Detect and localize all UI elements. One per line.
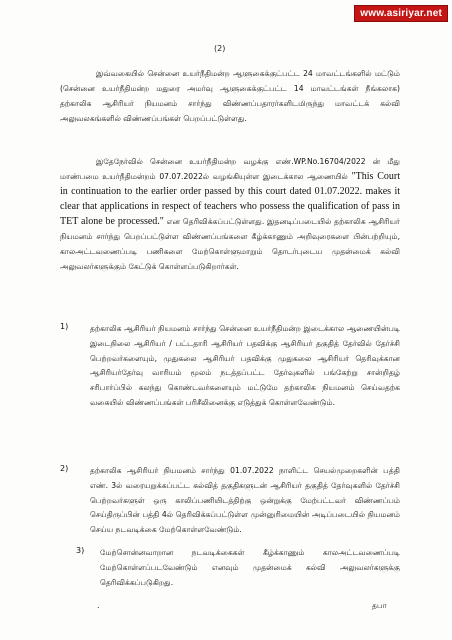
- page-continuation-note: தபா: [372, 601, 387, 610]
- list-item-text: தற்காலிக ஆசிரியர் நியமனம் சார்ந்து 01.07.2022 நாளிட்ட செயல்முறைகளின் பத்தி எண். 3ல் வரையறுக்கப்பட்ட கல்வித் தகுதிகளுடன் ஆசிரியர் தகுதித் தேர்வுகளில் தேர்ச்சி பெற்றவர்களுள் ஒரு காலிப்பணியிடத்திற்கு ஒன்றுக்கு மேற்பட்டவர் விண்ணப்பம் செய்திருப்பின் பத்தி 4ல் தெரிவிக்கப்பட்டுள்ள முன்னுரிமையின் அடிப்படையில் நியமனம் செய்ய நடவடிக்கை மேற்கொள்ளவேண்டும்.: [90, 466, 400, 535]
- site-watermark: www.asiriyar.net: [354, 5, 448, 22]
- list-item-3: [60, 546, 400, 590]
- court-order-quote: "This Court in continuation to the earlier order passed by this court dated 01.07.2022. makes it clear that applications in respect of teachers who possess the qualification of pass in TET alone be processed.": [60, 171, 400, 227]
- list-item-1: [60, 322, 400, 411]
- stray-mark: .: [97, 601, 100, 610]
- list-item-number: 2): [60, 464, 69, 473]
- list-item-number: 1): [60, 322, 69, 331]
- court-order-instruction: என தெரிவிக்கப்பட்டுள்ளது. இதனடிப்படையில் தற்காலிக ஆசிரியர் நியமனம் சார்ந்து பெறப்பட்டுள்ள விண்ணப்பங்களை கீழ்க்காணும் அறிவுரைகளை பின்பற்றியும், காலஅட்டவணைப்படி பணிகளை மேற்கொள்ளுமாறும் தொடர்புடைய முதன்மைக் கல்வி அலுவலர்களுக்கும் கேட்டுக் கொள்ளப்படுகிறார்கள்.: [60, 217, 400, 271]
- list-item-2: [60, 464, 400, 538]
- court-order-intro: இதேநேர்வில் சென்னை உயர்நீதிமன்ற வழக்கு எண்.WP.No.16704/2022 ன் மீது மாண்பமை உயர்நீதிமன்றம் 07.07.2022ல் வழங்கியுள்ள இடைக்கால ஆணையில்: [60, 157, 400, 181]
- list-item-text: தற்காலிக ஆசிரியர் நியமனம் சார்ந்து சென்னை உயர்நீதிமன்ற இடைக்கால ஆணையின்படி இடைநிலை ஆசிரியர் / பட்டதாரி ஆசிரியர் பதவிக்கு ஆசிரியர் தகுதித் தேர்வில் தேர்ச்சி பெற்றவர்களையும், முதுகலை ஆசிரியர் பதவிக்கு முதுகலை ஆசிரியர் தெரிவுக்கான ஆசிரியர்தேர்வு வாரியம் மூலம் நடத்தப்பட்ட தேர்வுகளில் பங்கேற்று சான்றிதழ் சரிபார்ப்பில் கலந்து கொண்டவர்களையும் மட்டுமே தற்காலிக நியமனம் செய்வதற்க வகையில் விண்ணப்பங்கள் பரிசீலினைக்கு எடுத்துக் கொள்ளவேண்டும்.: [90, 324, 400, 407]
- list-item-text: மேற்சொன்னவாறான நடவடிக்கைகள் கீழ்க்காணும் காலஅட்டவணைப்படி மேற்கொள்ளப்படவேண்டும் எனவும் முதன்மைக் கல்வி அலுவலர்களுக்கு தெரிவிக்கப்படுகிறது.: [100, 548, 400, 587]
- paragraph-intro: இவ்வகையில் சென்னை உயர்நீதிமன்ற ஆளுகைக்குட்பட்ட 24 மாவட்டங்களில் மட்டும் (சென்னை உயர்நீதிமன்ற மதுரை அமர்வு ஆளுகைக்குட்பட்ட 14 மாவட்டங்கள் நீங்கலாக) தற்காலிக ஆசிரியர் நியமனம் சார்ந்து விண்ணப்பதாரர்களிடமிருந்து மாவட்டக் கல்வி அலுவலகங்களில் விண்ணப்பங்கள் பெறப்பட்டுள்ளது.: [60, 69, 400, 123]
- list-item-number: 3): [76, 546, 85, 555]
- paragraph-court-order: [60, 154, 400, 274]
- page-number: (2): [214, 44, 226, 53]
